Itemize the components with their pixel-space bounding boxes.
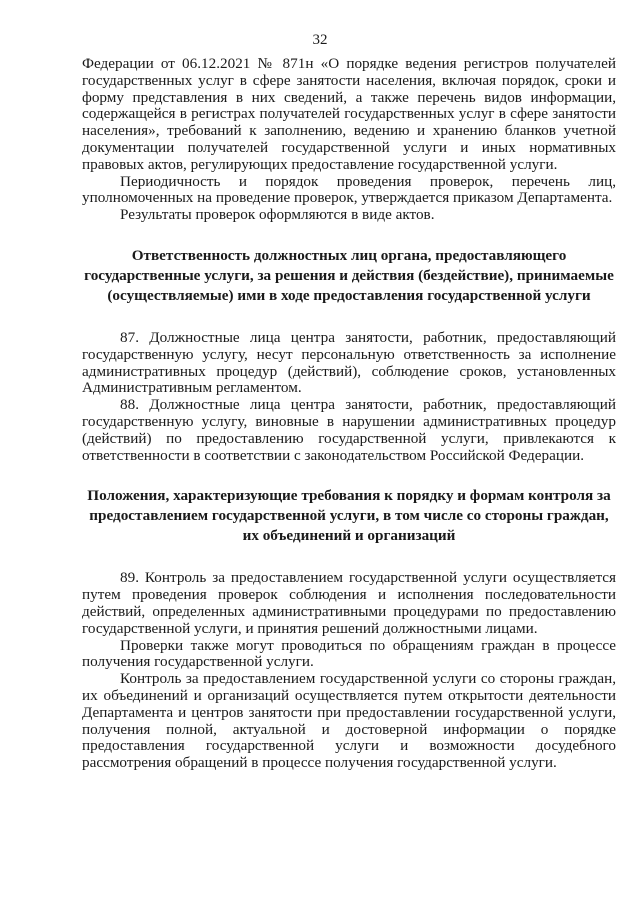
paragraph-continuation: Федерации от 06.12.2021 № 871н «О порядке ведения регистров получателей государственных услуг в сфере занятости населения, включая порядок, сроки и форму представления в них сведений, а также перечень видов информации, содержащейся в регистрах получателей государственных услуг в сфере занятости населения», требований к заполнению, ведению и хранению бланков учетной документации получателей государственной услуги и иных нормативных правовых актов, регулирующих предоставление государственной услуги. <box>82 55 616 173</box>
paragraph-inspection-results: Результаты проверок оформляются в виде актов. <box>120 206 435 224</box>
section-heading-responsibility: Ответственность должностных лиц органа, предоставляющего государственные услуги, за решения и действия (бездействие), принимаемые (осуществляемые) ими в ходе предоставления государственной услуги <box>84 246 614 304</box>
paragraph-inspection-frequency: Периодичность и порядок проведения проверок, перечень лиц, уполномоченных на проведение проверок, утверждается приказом Департамента. <box>82 172 616 207</box>
paragraph-88: 88. Должностные лица центра занятости, работник, предоставляющий государственную услугу, виновные в нарушении административных процедур (действий) по предоставлению государственной услуги, привлекаются к ответственности в соответствии с законодательством Российской Федерации. <box>82 396 616 464</box>
paragraph-89: 89. Контроль за предоставлением государственной услуги осуществляется путем проведения проверок соблюдения и исполнения последовательности действий, определенных административными процедурами по предоставлению государственной услуги, и принятия решений должностными лицами. <box>82 569 616 637</box>
paragraph-public-control: Контроль за предоставлением государственной услуги со стороны граждан, их объединений и организаций осуществляется путем открытости деятельности Департамента и центров занятости при предоставлении государственной услуги, получения полной, актуальной и достоверной информации о порядке предоставления государственной услуги и возможности досудебного рассмотрения обращений в процессе получения государственной услуги. <box>82 670 616 772</box>
document-body <box>82 56 616 772</box>
page-number: 32 <box>312 32 328 48</box>
paragraph-citizen-requests: Проверки также могут проводиться по обращениям граждан в процессе получения государственной услуги. <box>82 636 616 671</box>
section-heading-control: Положения, характеризующие требования к порядку и формам контроля за предоставлением государственной услуги, в том числе со стороны граждан, их объединений и организаций <box>87 487 611 545</box>
paragraph-87: 87. Должностные лица центра занятости, работник, предоставляющий государственную услугу, несут персональную ответственность за исполнение административных процедур (действий), соблюдение сроков, установленных Административным регламентом. <box>82 328 616 397</box>
